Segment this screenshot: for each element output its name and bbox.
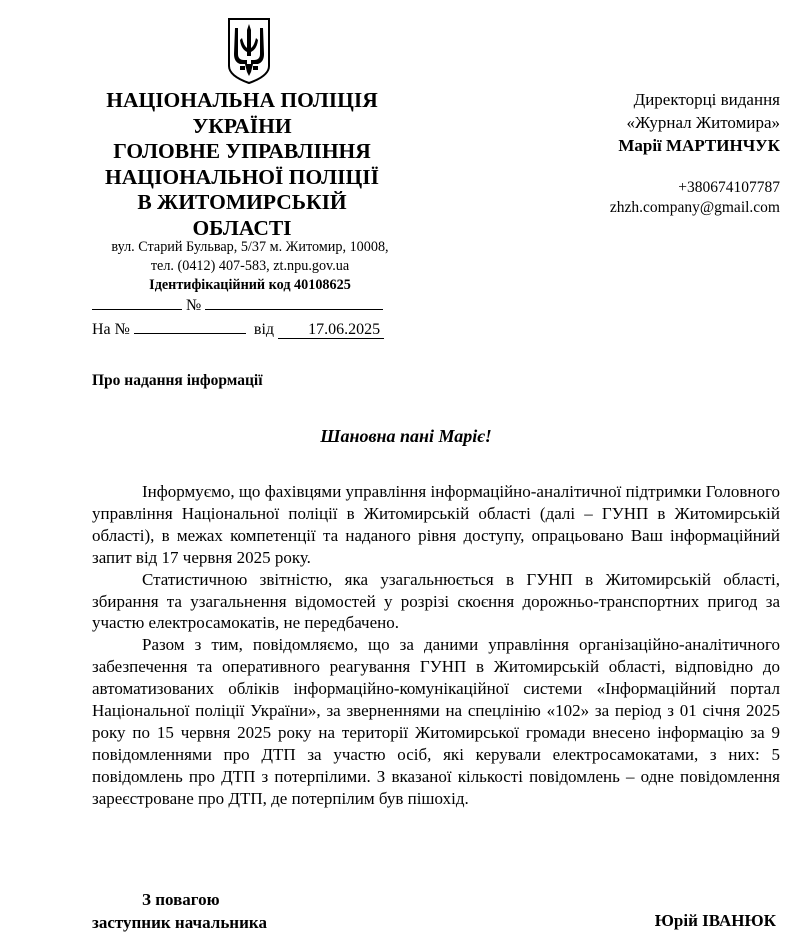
organization-contacts (80, 238, 420, 295)
org-line: ГОЛОВНЕ УПРАВЛІННЯ (113, 139, 371, 163)
body-paragraph: Статистичною звітністю, яка узагальнюється в ГУНП в Житомирській області, збирання та узагальнення відомостей у розрізі скоєння дорожньо-транспортних пригод за участю електросамокатів, не передбачено. (92, 569, 780, 633)
reg-date-blank (92, 294, 182, 310)
recipient-position: Директорці видання (633, 90, 780, 109)
closing-block (92, 888, 267, 934)
recipient-phone: +380674107787 (678, 179, 780, 196)
org-id-code: Ідентифікаційний код 40108625 (149, 277, 351, 293)
signer-position: заступник начальника (92, 913, 267, 932)
reg-number-blank (205, 294, 383, 310)
org-address: вул. Старий Бульвар, 5/37 м. Житомир, 10008, (111, 239, 389, 255)
trident-emblem-icon (226, 16, 272, 86)
org-line: ОБЛАСТІ (192, 215, 292, 240)
signer-name: Юрій ІВАНЮК (654, 911, 776, 930)
body-paragraph: Інформуємо, що фахівцями управління інформаційно-аналітичної підтримки Головного управління Національної поліції в Житомирській області (далі – ГУНП в Житомирській області), в межах компетенції та наданого рівня доступу, опрацьовано Ваш інформаційний запит від 17 червня 2025 року. (92, 482, 780, 567)
letter-subject: Про надання інформації (92, 372, 263, 389)
from-label: від (253, 321, 275, 338)
registration-line (92, 294, 383, 315)
letter-body (92, 481, 780, 810)
number-sign: № (186, 297, 202, 314)
recipient-publication: «Журнал Житомира» (626, 113, 780, 132)
letter-date: 17.06.2025 (278, 321, 384, 339)
org-line: В ЖИТОМИРСЬКІЙ (137, 190, 347, 214)
regards-text: З повагою (142, 890, 220, 909)
org-line: НАЦІОНАЛЬНОЇ ПОЛІЦІЇ (105, 164, 379, 189)
ref-number-blank (134, 318, 246, 334)
organization-name (80, 88, 404, 241)
on-number-label: На № (92, 321, 130, 338)
salutation: Шановна пані Маріє! (320, 426, 492, 446)
body-paragraph: Разом з тим, повідомляємо, що за даними управління організаційно-аналітичного забезпечення та оперативного реагування ГУНП в Житомирській області, відповідно до автоматизованих обліків інформаційно-комунікаційної системи «Інформаційний портал Національної поліції України», за зверненнями на спецлінію «102» за період з 01 січня 2025 року по 15 червня 2025 року на території Житомирської громади внесено інформацію за 9 повідомленнями про ДТП за участю осіб, які керували електросамокатами, з них: 5 повідомлень про ДТП з потерпілими. З вказаної кількості повідомлень – одне повідомлення зареєстроване про ДТП, де потерпілим був пішохід. (92, 635, 780, 808)
reference-line (92, 318, 384, 339)
org-line: УКРАЇНИ (192, 113, 292, 138)
org-phone-site: тел. (0412) 407-583, zt.npu.gov.ua (150, 258, 350, 274)
recipient-email: zhzh.company@gmail.com (609, 199, 780, 216)
org-line: НАЦІОНАЛЬНА ПОЛІЦІЯ (106, 88, 378, 112)
recipient-contacts (610, 178, 780, 218)
recipient-block (618, 88, 780, 157)
recipient-name: Марії МАРТИНЧУК (618, 136, 780, 155)
